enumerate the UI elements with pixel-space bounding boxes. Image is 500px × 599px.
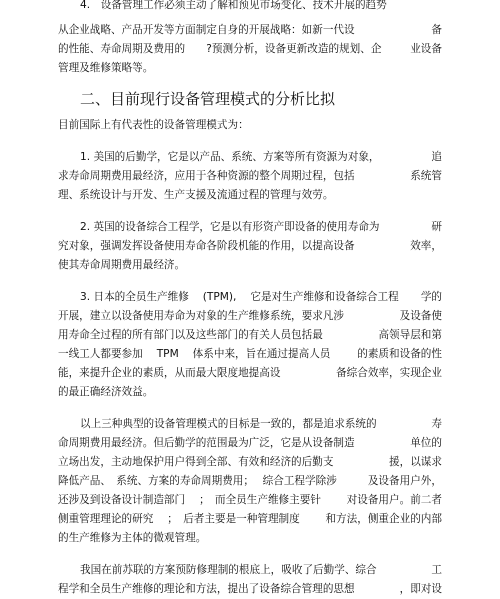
paragraph-line <box>58 415 442 434</box>
line-text: 用寿命全过程的所有部门以及这些部门的有关人员包括最 <box>58 329 323 341</box>
line-text-end: 备综合效率，实现企业 <box>336 367 442 379</box>
line-text: 的最正确经济效益。 <box>58 386 154 398</box>
section-heading: 二、目前现行设备管理模式的分析比拟 <box>80 90 336 108</box>
paragraph-comparison <box>58 415 442 548</box>
paragraph-line <box>58 167 442 186</box>
line-text: 开展，建立以设备使用寿命为对象的生产维修系统，要求凡涉 <box>58 310 345 322</box>
paragraph-line <box>58 345 442 364</box>
intro-paragraph <box>58 21 442 78</box>
line-text: 降低产品、 系统、方案的寿命周期费用； 综合工程学除涉 <box>58 475 337 487</box>
line-text: 管理及维修策略等。 <box>58 62 154 74</box>
paragraph-line <box>58 453 442 472</box>
line-text-end: 寿 <box>431 418 442 430</box>
paragraph-line <box>58 434 442 453</box>
line-text: 理、系统设计与开发、生产支援及流通过程的管理与效劳。 <box>58 189 334 201</box>
paragraph-uk-terotechnology <box>58 218 442 275</box>
paragraph-line <box>58 256 442 275</box>
line-text-end: 高领导层和第 <box>378 329 442 341</box>
item-4-line: 4. 设备管理工作必须主动了解和预见市场变化、技术开展的趋势 <box>80 0 387 11</box>
paragraph-line <box>58 186 442 205</box>
line-text: 的性能、寿命周期及费用的 ?预测分析，设备更新改造的规划、企 <box>58 43 382 55</box>
paragraph-china <box>58 561 442 599</box>
line-text: 究对象，强调发挥设备使用寿命各阶段机能的作用，以提高设备 <box>58 240 355 252</box>
paragraph-line <box>58 237 442 256</box>
line-text: 侧重管理理论的研究 ； 后者主要是一种管理制度 <box>58 513 300 525</box>
line-text: 1. 美国的后勤学，它是以产品、系统、方案等所有资源为对象， <box>80 151 380 163</box>
line-text: 命周期费用最经济。但后勤学的范围最为广泛，它是从设备制造 <box>58 437 355 449</box>
lead-line: 目前国际上有代表性的设备管理模式为： <box>58 119 249 131</box>
line-text-end: ，即对设 <box>399 583 442 595</box>
line-text-end: 追 <box>431 151 442 163</box>
line-text: 以上三种典型的设备管理模式的目标是一致的，都是追求系统的 <box>80 418 377 430</box>
line-text: 还涉及到设备设计制造部门 ； 而全员生产维修主要针 <box>58 494 321 506</box>
paragraph-line <box>58 529 442 548</box>
line-text: 一线工人都要参加 TPM 体系中来，旨在通过提高人员 <box>58 348 331 360</box>
line-text: 从企业战略、产品开发等方面制定自身的开展战略：如新一代设 <box>58 24 355 36</box>
paragraph-line <box>58 364 442 383</box>
paragraph-line <box>58 218 442 237</box>
paragraph-line <box>58 580 442 599</box>
line-text: 3. 日本的全员生产维修 (TPM), 它是对生产维修和设备综合工程 <box>80 291 399 303</box>
paragraph-line <box>58 59 442 78</box>
paragraph-line <box>58 326 442 345</box>
paragraph-japan-tpm <box>58 288 442 402</box>
line-text-end: 学的 <box>420 291 442 303</box>
line-text-end: 单位的 <box>410 437 442 449</box>
paragraph-line <box>58 21 442 40</box>
line-text: 求寿命周期费用最经济，应用于各种资源的整个周期过程，包括 <box>58 170 355 182</box>
line-text-end: 效率， <box>410 240 442 252</box>
line-text-end: 及设备用户外， <box>367 475 442 487</box>
paragraph-us-logistics <box>58 148 442 205</box>
line-text-end: 备 <box>431 24 442 36</box>
line-text-end: 和方法，侧重企业的内部 <box>325 513 442 525</box>
line-text: 能，来提升企业的素质，从而最大限度地提高设 <box>58 367 281 379</box>
line-text-end: 的素质和设备的性 <box>357 348 442 360</box>
line-text-end: 系统管 <box>410 170 442 182</box>
line-text: 程学和全员生产维修的理论和方法，提出了设备综合管理的思想 <box>58 583 355 595</box>
line-text: 2. 英国的设备综合工程学，它是以有形资产即设备的使用寿命为 <box>80 221 380 233</box>
paragraph-line <box>58 40 442 59</box>
line-text: 使其寿命周期费用最经济。 <box>58 259 186 271</box>
paragraph-line <box>58 148 442 167</box>
paragraph-line <box>58 561 442 580</box>
line-text: 的生产维修为主体的微观管理。 <box>58 532 207 544</box>
line-text-end: 业设备 <box>410 43 442 55</box>
paragraph-line <box>58 472 442 491</box>
paragraph-line <box>58 307 442 326</box>
paragraph-line <box>58 510 442 529</box>
line-text-end: 研 <box>431 221 442 233</box>
paragraph-line <box>58 491 442 510</box>
paragraph-line <box>58 383 442 402</box>
line-text: 立场出发，主动地保护用户得到全部、有效和经济的后勤支 <box>58 456 334 468</box>
line-text-end: 对设备用户。前二者 <box>346 494 442 506</box>
line-text-end: 工 <box>431 564 442 576</box>
line-text-end: 及设备使 <box>399 310 442 322</box>
line-text: 我国在前苏联的方案预防修理制的根底上，吸收了后勤学、综合 <box>80 564 377 576</box>
line-text-end: 援，以谋求 <box>389 456 442 468</box>
paragraph-line <box>58 288 442 307</box>
